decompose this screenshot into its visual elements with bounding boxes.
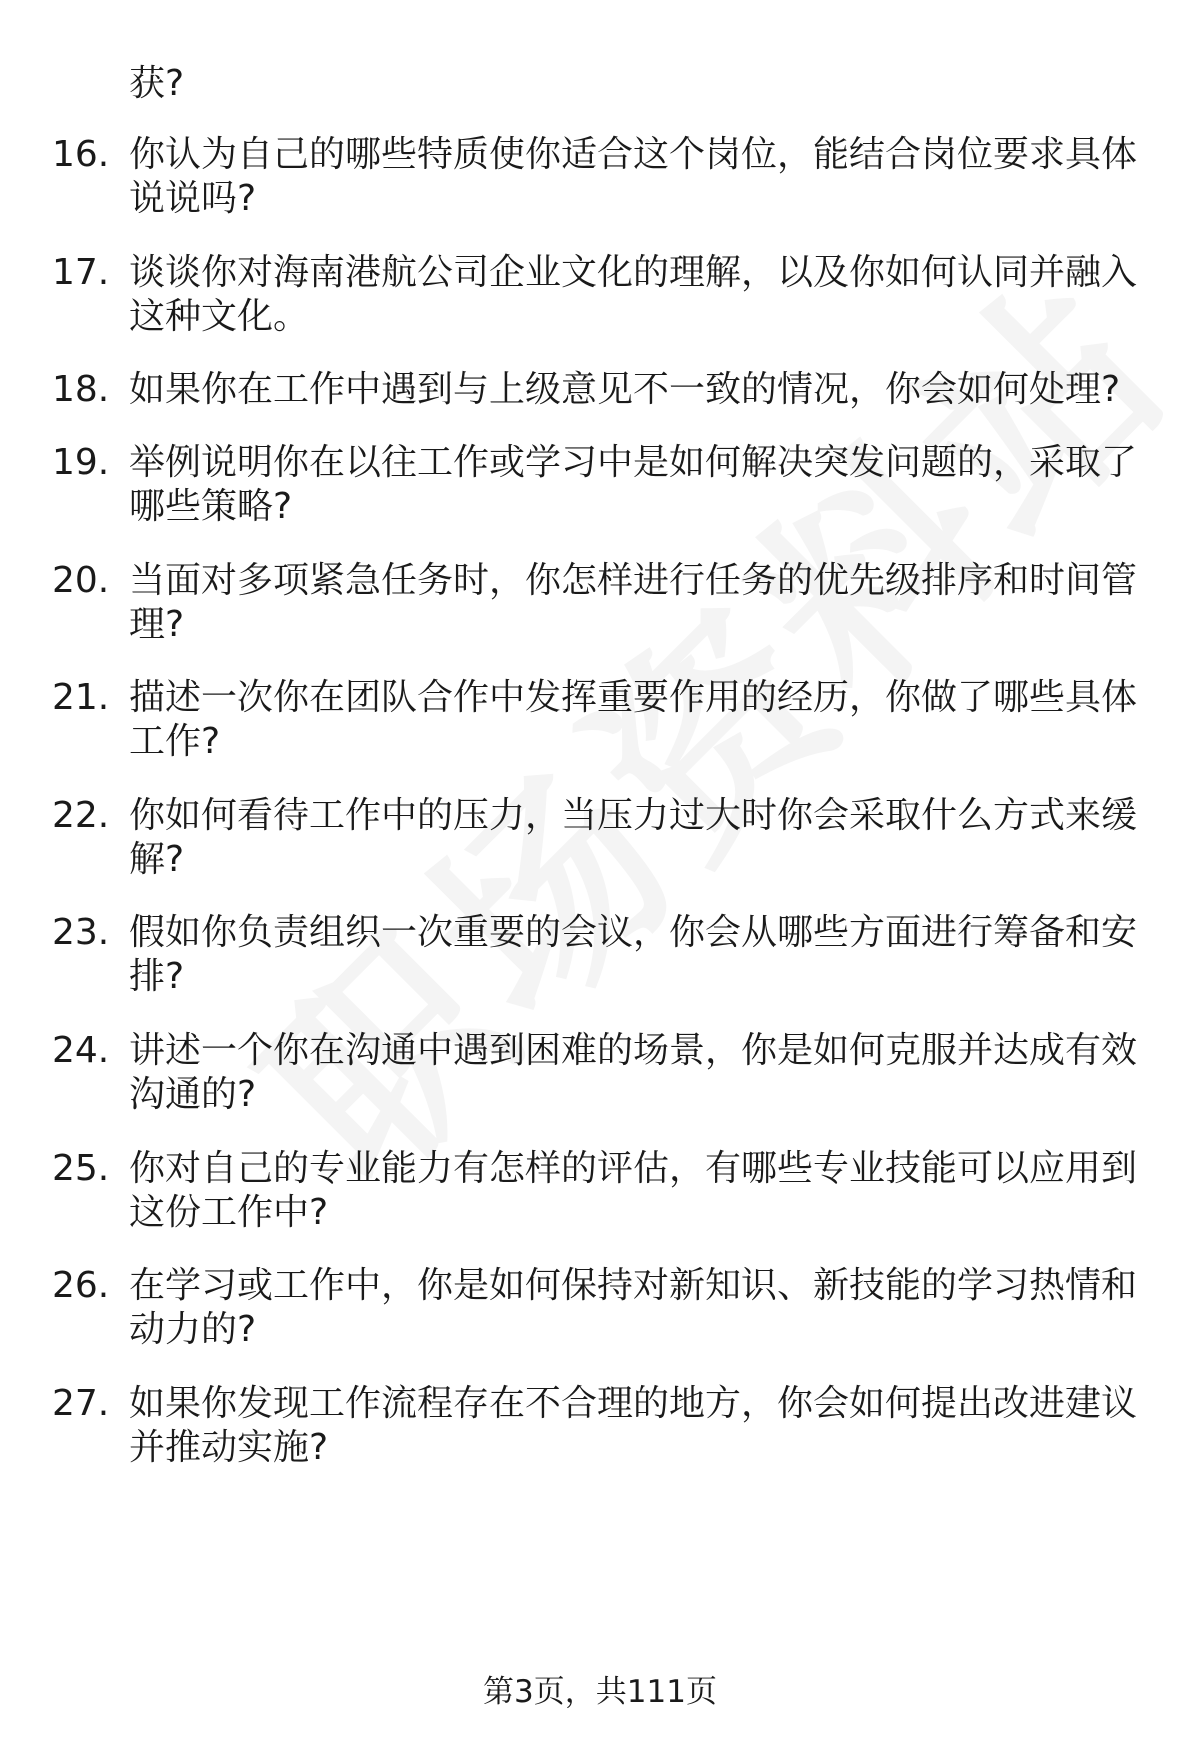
question-text (129, 1029, 1138, 1117)
question-line: 假如你负责组织一次重要的会议，你会从哪些方面进行筹备和安 (129, 912, 1138, 953)
question-text (129, 441, 1138, 529)
question-line: 这种文化。 (129, 296, 310, 337)
question-number: 23. (52, 912, 110, 953)
question-text (129, 251, 1138, 339)
question-number: 19. (52, 442, 110, 483)
question-line: 描述一次你在团队合作中发挥重要作用的经历，你做了哪些具体 (129, 677, 1138, 718)
question-number: 25. (52, 1148, 110, 1189)
question-line: 如果你在工作中遇到与上级意见不一致的情况，你会如何处理? (129, 369, 1121, 410)
question-line: 举例说明你在以往工作或学习中是如何解决突发问题的，采取了 (129, 442, 1138, 483)
question-number: 18. (52, 369, 110, 410)
question-line: 沟通的? (129, 1074, 257, 1115)
question-line: 并推动实施? (129, 1427, 329, 1468)
question-number: 27. (52, 1383, 110, 1424)
question-text (129, 559, 1138, 647)
question-line: 你认为自己的哪些特质使你适合这个岗位，能结合岗位要求具体 (129, 134, 1138, 175)
question-line: 解? (129, 839, 185, 880)
continuation-text: 获? (129, 63, 185, 104)
question-line: 动力的? (129, 1309, 257, 1350)
question-number: 22. (52, 795, 110, 836)
question-line: 谈谈你对海南港航公司企业文化的理解，以及你如何认同并融入 (129, 252, 1138, 293)
question-line: 哪些策略? (129, 486, 293, 527)
question-text (129, 368, 1129, 412)
question-line: 说说吗? (129, 178, 257, 219)
question-text (129, 1147, 1138, 1235)
question-line: 你如何看待工作中的压力，当压力过大时你会采取什么方式来缓 (129, 795, 1138, 836)
question-line: 这份工作中? (129, 1192, 329, 1233)
question-number: 24. (52, 1030, 110, 1071)
question-text (129, 794, 1138, 882)
question-text (129, 1264, 1138, 1352)
question-number: 20. (52, 560, 110, 601)
question-text (129, 1382, 1138, 1470)
question-line: 工作? (129, 721, 221, 762)
question-text (129, 133, 1138, 221)
question-number: 26. (52, 1265, 110, 1306)
question-number: 17. (52, 252, 110, 293)
question-line: 理? (129, 604, 185, 645)
page-footer: 第3页，共111页 (483, 1674, 717, 1710)
question-line: 你对自己的专业能力有怎样的评估，有哪些专业技能可以应用到 (129, 1148, 1138, 1189)
question-line: 当面对多项紧急任务时，你怎样进行任务的优先级排序和时间管 (129, 560, 1138, 601)
question-number: 16. (52, 134, 110, 175)
question-number: 21. (52, 677, 110, 718)
question-line: 在学习或工作中，你是如何保持对新知识、新技能的学习热情和 (129, 1265, 1138, 1306)
question-text (129, 911, 1138, 999)
question-line: 讲述一个你在沟通中遇到困难的场景，你是如何克服并达成有效 (129, 1030, 1138, 1071)
question-text (129, 676, 1138, 764)
question-line: 如果你发现工作流程存在不合理的地方，你会如何提出改进建议 (129, 1383, 1138, 1424)
question-line: 排? (129, 956, 185, 997)
